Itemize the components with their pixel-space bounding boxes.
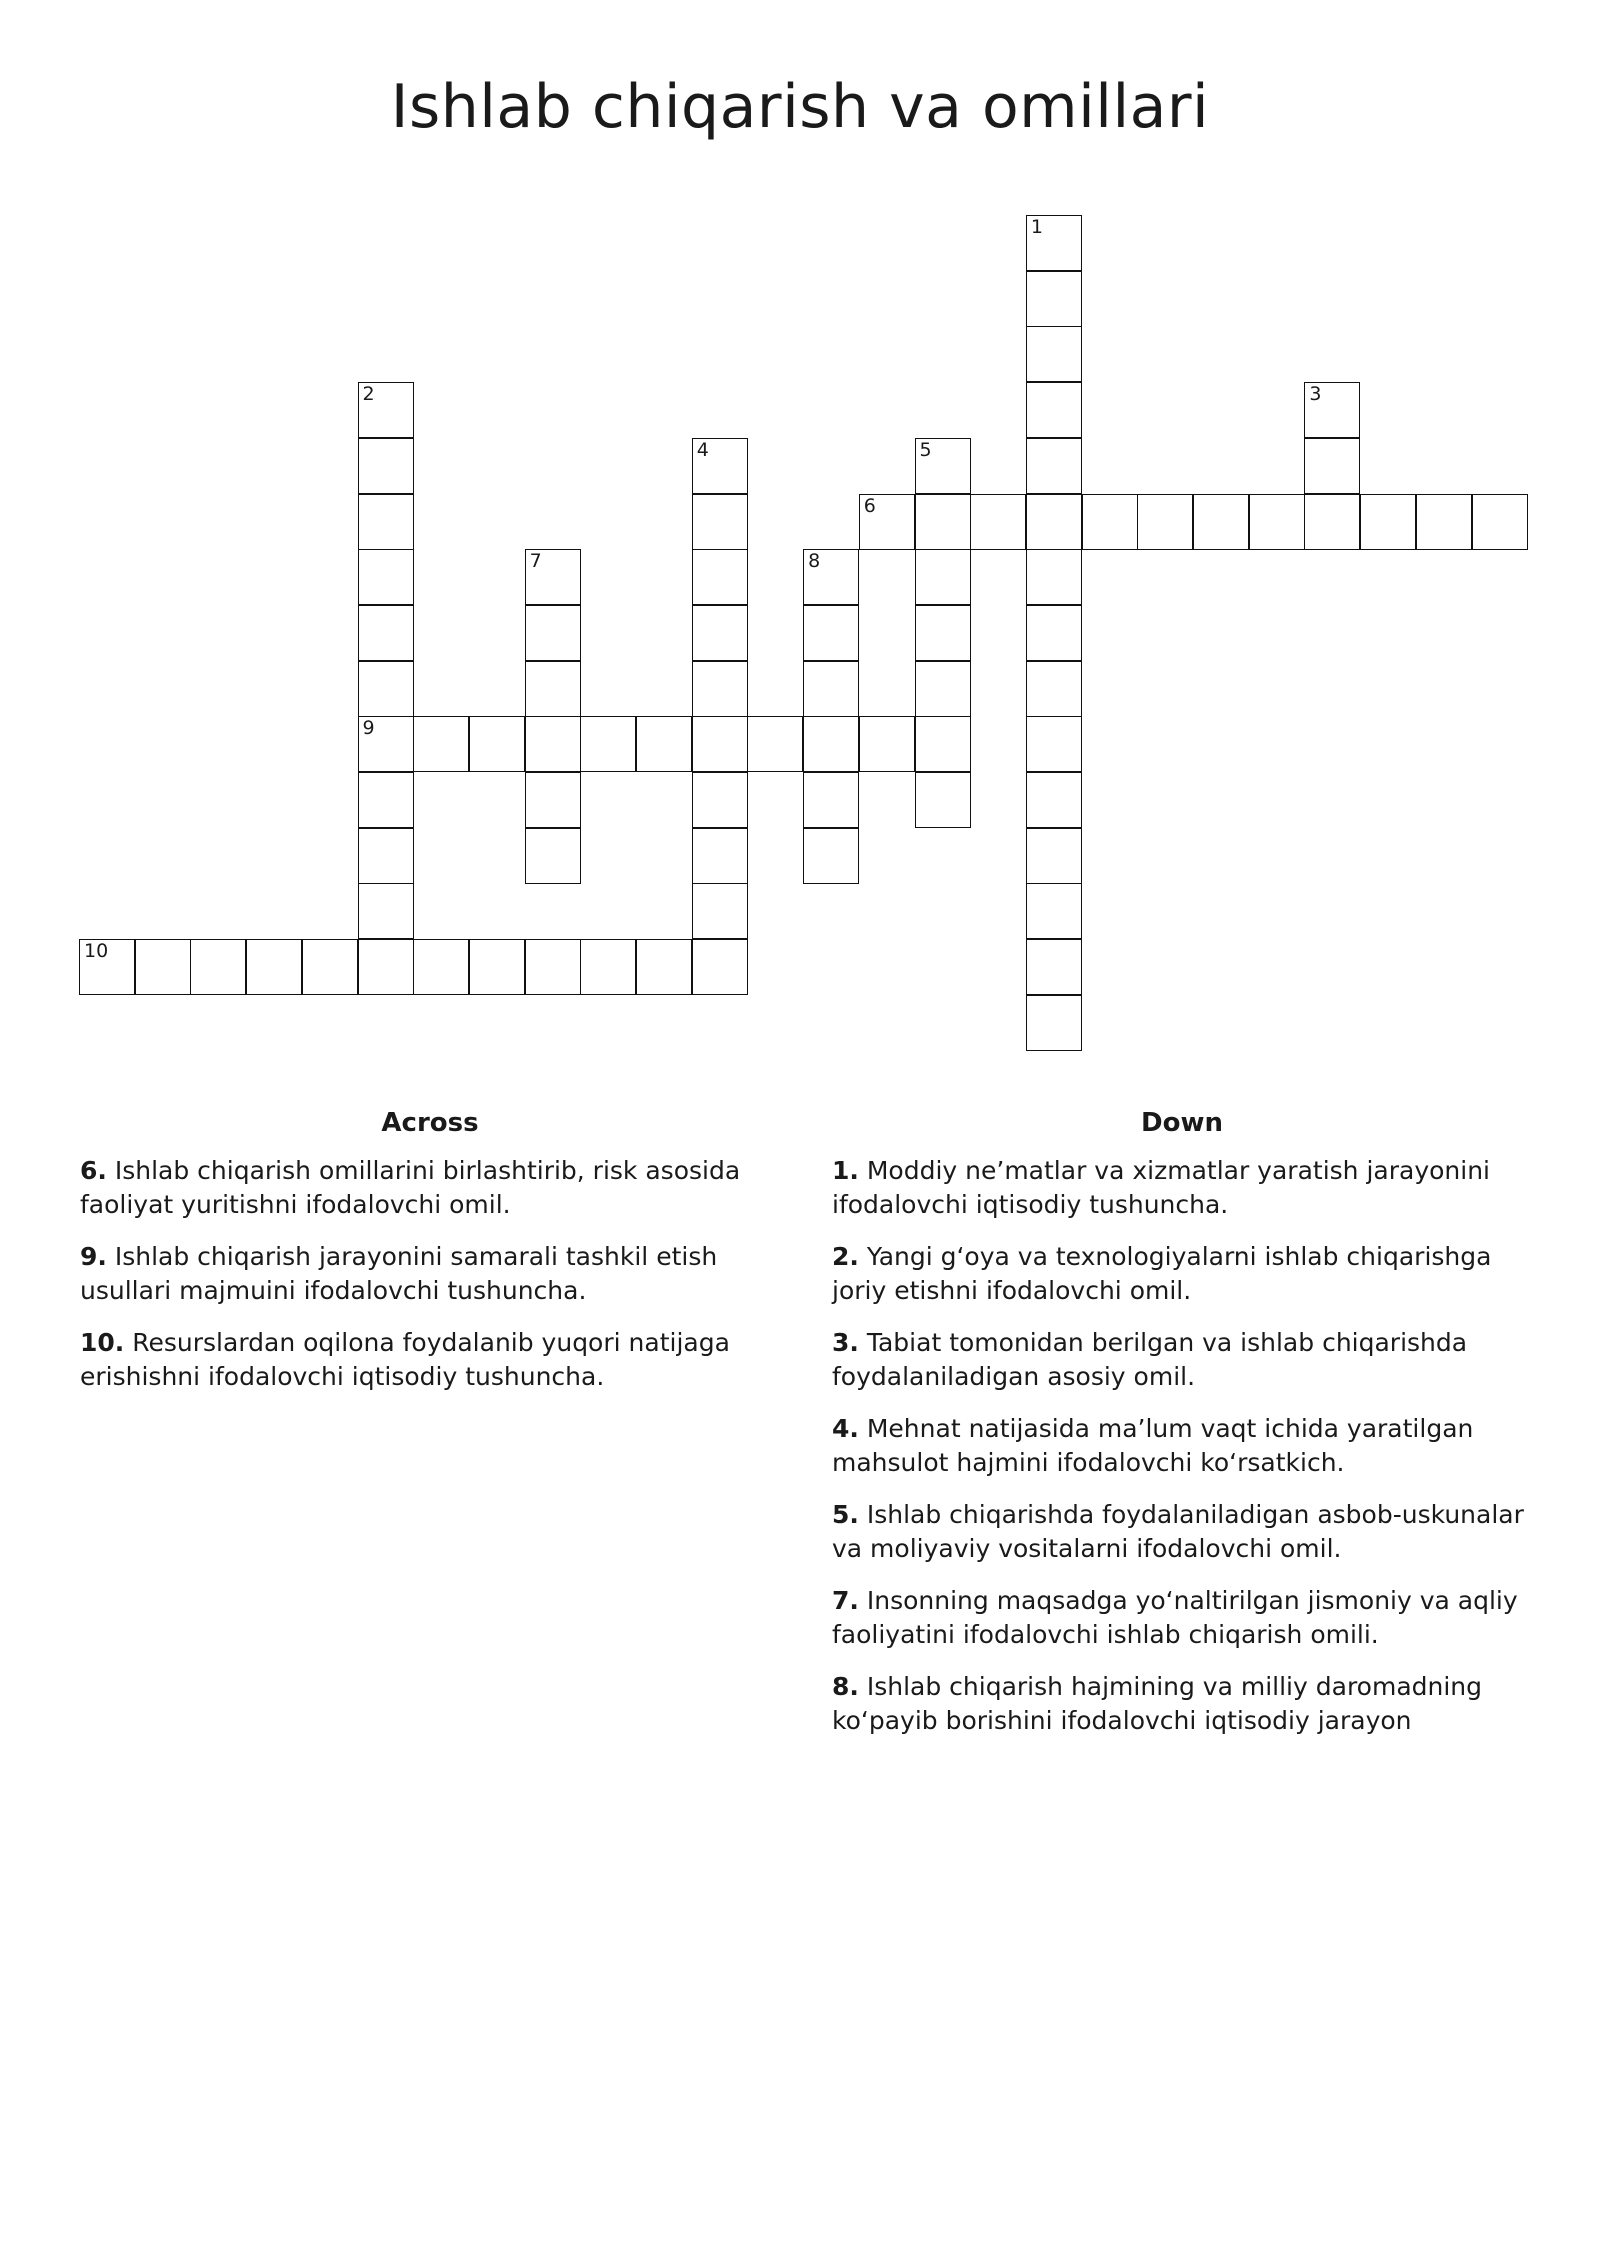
clue-number: 7.: [832, 1586, 859, 1615]
grid-cell[interactable]: [525, 605, 581, 661]
grid-cell[interactable]: [970, 494, 1026, 550]
grid-cell[interactable]: [636, 716, 692, 772]
grid-cell[interactable]: [1026, 772, 1082, 828]
grid-cell[interactable]: [525, 549, 581, 605]
grid-cell[interactable]: [803, 605, 859, 661]
grid-cell[interactable]: [358, 494, 414, 550]
grid-cell[interactable]: [358, 438, 414, 494]
grid-cell[interactable]: [1472, 494, 1528, 550]
grid-cell[interactable]: [1249, 494, 1305, 550]
grid-cell[interactable]: [358, 382, 414, 438]
grid-cell[interactable]: [1026, 716, 1082, 772]
cell-number: 8: [808, 550, 821, 573]
clue-down-1: [832, 1154, 1532, 1222]
grid-cell[interactable]: [358, 883, 414, 939]
cell-number: 10: [84, 940, 109, 963]
grid-cell[interactable]: [525, 939, 581, 995]
grid-cell[interactable]: [692, 549, 748, 605]
cell-number: 6: [863, 494, 876, 517]
clue-across-9: [80, 1240, 780, 1308]
grid-cell[interactable]: [692, 716, 748, 772]
clue-text: Insonning maqsadga yo‘naltirilgan jismoniy va aqliy faoliyatini ifodalovchi ishlab chiqarish omili.: [832, 1586, 1518, 1649]
grid-cell[interactable]: [580, 716, 636, 772]
grid-cell[interactable]: [1026, 661, 1082, 717]
clue-down-7: [832, 1584, 1532, 1652]
grid-cell[interactable]: [413, 716, 469, 772]
grid-cell[interactable]: [1026, 995, 1082, 1051]
grid-cell[interactable]: [1416, 494, 1472, 550]
grid-cell[interactable]: [692, 939, 748, 995]
grid-cell[interactable]: [525, 772, 581, 828]
grid-cell[interactable]: [413, 939, 469, 995]
grid-cell[interactable]: [358, 772, 414, 828]
clue-across-10: [80, 1326, 780, 1394]
grid-cell[interactable]: [915, 661, 971, 717]
clue-text: Resurslardan oqilona foydalanib yuqori natijaga erishishni ifodalovchi iqtisodiy tushuncha.: [80, 1328, 730, 1391]
grid-cell[interactable]: [1026, 939, 1082, 995]
grid-cell[interactable]: [1026, 828, 1082, 884]
cell-number: 5: [919, 438, 932, 461]
cell-number: 4: [696, 438, 709, 461]
clue-text: Ishlab chiqarish hajmining va milliy daromadning ko‘payib borishini ifodalovchi iqtisodiy jarayon: [832, 1672, 1483, 1735]
down-clues: [832, 1108, 1532, 1756]
grid-cell[interactable]: [859, 716, 915, 772]
grid-cell[interactable]: [692, 772, 748, 828]
grid-cell[interactable]: [246, 939, 302, 995]
cell-number: 3: [1309, 383, 1322, 406]
grid-cell[interactable]: [1082, 494, 1138, 550]
grid-cell[interactable]: [692, 494, 748, 550]
grid-cell[interactable]: [525, 661, 581, 717]
grid-cell[interactable]: [1026, 494, 1082, 550]
grid-cell[interactable]: [692, 661, 748, 717]
grid-cell[interactable]: [1026, 549, 1082, 605]
grid-cell[interactable]: [692, 438, 748, 494]
grid-cell[interactable]: [915, 494, 971, 550]
clue-text: Moddiy ne’matlar va xizmatlar yaratish jarayonini ifodalovchi iqtisodiy tushuncha.: [832, 1156, 1490, 1219]
cell-number: 1: [1030, 216, 1043, 238]
clue-text: Ishlab chiqarishda foydalaniladigan asbob-uskunalar va moliyaviy vositalarni ifodalovchi omil.: [832, 1500, 1524, 1563]
grid-cell[interactable]: [1304, 438, 1360, 494]
grid-cell[interactable]: [302, 939, 358, 995]
grid-cell[interactable]: [469, 939, 525, 995]
grid-cell[interactable]: [358, 549, 414, 605]
grid-cell[interactable]: [803, 828, 859, 884]
clue-text: Tabiat tomonidan berilgan va ishlab chiqarishda foydalaniladigan asosiy omil.: [832, 1328, 1468, 1391]
clue-down-8: [832, 1670, 1532, 1738]
grid-cell[interactable]: [525, 716, 581, 772]
clue-number: 3.: [832, 1328, 859, 1357]
clue-down-3: [832, 1326, 1532, 1394]
grid-cell[interactable]: [915, 605, 971, 661]
clue-text: Ishlab chiqarish omillarini birlashtirib, risk asosida faoliyat yuritishni ifodalovchi omil.: [80, 1156, 741, 1219]
grid-cell[interactable]: [1026, 438, 1082, 494]
grid-cell[interactable]: [803, 716, 859, 772]
clue-number: 6.: [80, 1156, 107, 1185]
grid-cell[interactable]: [915, 716, 971, 772]
grid-cell[interactable]: [636, 939, 692, 995]
grid-cell[interactable]: [692, 605, 748, 661]
grid-cell[interactable]: [79, 939, 135, 995]
clue-number: 8.: [832, 1672, 859, 1701]
clue-text: Yangi g‘oya va texnologiyalarni ishlab chiqarishga joriy etishni ifodalovchi omil.: [832, 1242, 1492, 1305]
grid-cell[interactable]: [358, 716, 414, 772]
clue-number: 2.: [832, 1242, 859, 1271]
cell-number: 2: [362, 383, 375, 406]
grid-cell[interactable]: [915, 438, 971, 494]
grid-cell[interactable]: [1026, 271, 1082, 327]
grid-cell[interactable]: [190, 939, 246, 995]
page-title: Ishlab chiqarish va omillari: [390, 72, 1210, 142]
grid-cell[interactable]: [1304, 382, 1360, 438]
grid-cell[interactable]: [915, 549, 971, 605]
clue-number: 5.: [832, 1500, 859, 1529]
grid-cell[interactable]: [1304, 494, 1360, 550]
grid-cell[interactable]: [692, 883, 748, 939]
grid-cell[interactable]: [747, 716, 803, 772]
grid-cell[interactable]: [803, 661, 859, 717]
grid-cell[interactable]: [803, 549, 859, 605]
grid-cell[interactable]: [915, 772, 971, 828]
clue-text: Mehnat natijasida ma’lum vaqt ichida yaratilgan mahsulot hajmini ifodalovchi ko‘rsatkich.: [832, 1414, 1474, 1477]
grid-cell[interactable]: [580, 939, 636, 995]
grid-cell[interactable]: [803, 772, 859, 828]
grid-cell[interactable]: [135, 939, 191, 995]
grid-cell[interactable]: [358, 605, 414, 661]
grid-cell[interactable]: [1137, 494, 1193, 550]
clue-number: 10.: [80, 1328, 125, 1357]
clue-down-2: [832, 1240, 1532, 1308]
grid-cell[interactable]: [859, 494, 915, 550]
across-clues: [80, 1108, 780, 1412]
cell-number: 7: [529, 550, 542, 573]
crossword-grid: [0, 0, 1600, 1080]
cell-number: 9: [362, 717, 375, 740]
clue-across-6: [80, 1154, 780, 1222]
grid-cell[interactable]: [1193, 494, 1249, 550]
grid-cell[interactable]: [1026, 605, 1082, 661]
grid-cell[interactable]: [692, 828, 748, 884]
clue-down-4: [832, 1412, 1532, 1480]
grid-cell[interactable]: [358, 939, 414, 995]
grid-cell[interactable]: [358, 828, 414, 884]
grid-cell[interactable]: [1026, 883, 1082, 939]
grid-cell[interactable]: [469, 716, 525, 772]
grid-cell[interactable]: [358, 661, 414, 717]
clue-down-5: [832, 1498, 1532, 1566]
grid-cell[interactable]: [1026, 382, 1082, 438]
across-heading: Across: [381, 1108, 479, 1138]
down-heading: Down: [1141, 1108, 1223, 1138]
clue-number: 4.: [832, 1414, 859, 1443]
clue-number: 1.: [832, 1156, 859, 1185]
grid-cell[interactable]: [525, 828, 581, 884]
grid-cell[interactable]: [1026, 215, 1082, 271]
grid-cell[interactable]: [1360, 494, 1416, 550]
grid-cell[interactable]: [1026, 326, 1082, 382]
clue-number: 9.: [80, 1242, 107, 1271]
clue-text: Ishlab chiqarish jarayonini samarali tashkil etish usullari majmuini ifodalovchi tushuncha.: [80, 1242, 718, 1305]
